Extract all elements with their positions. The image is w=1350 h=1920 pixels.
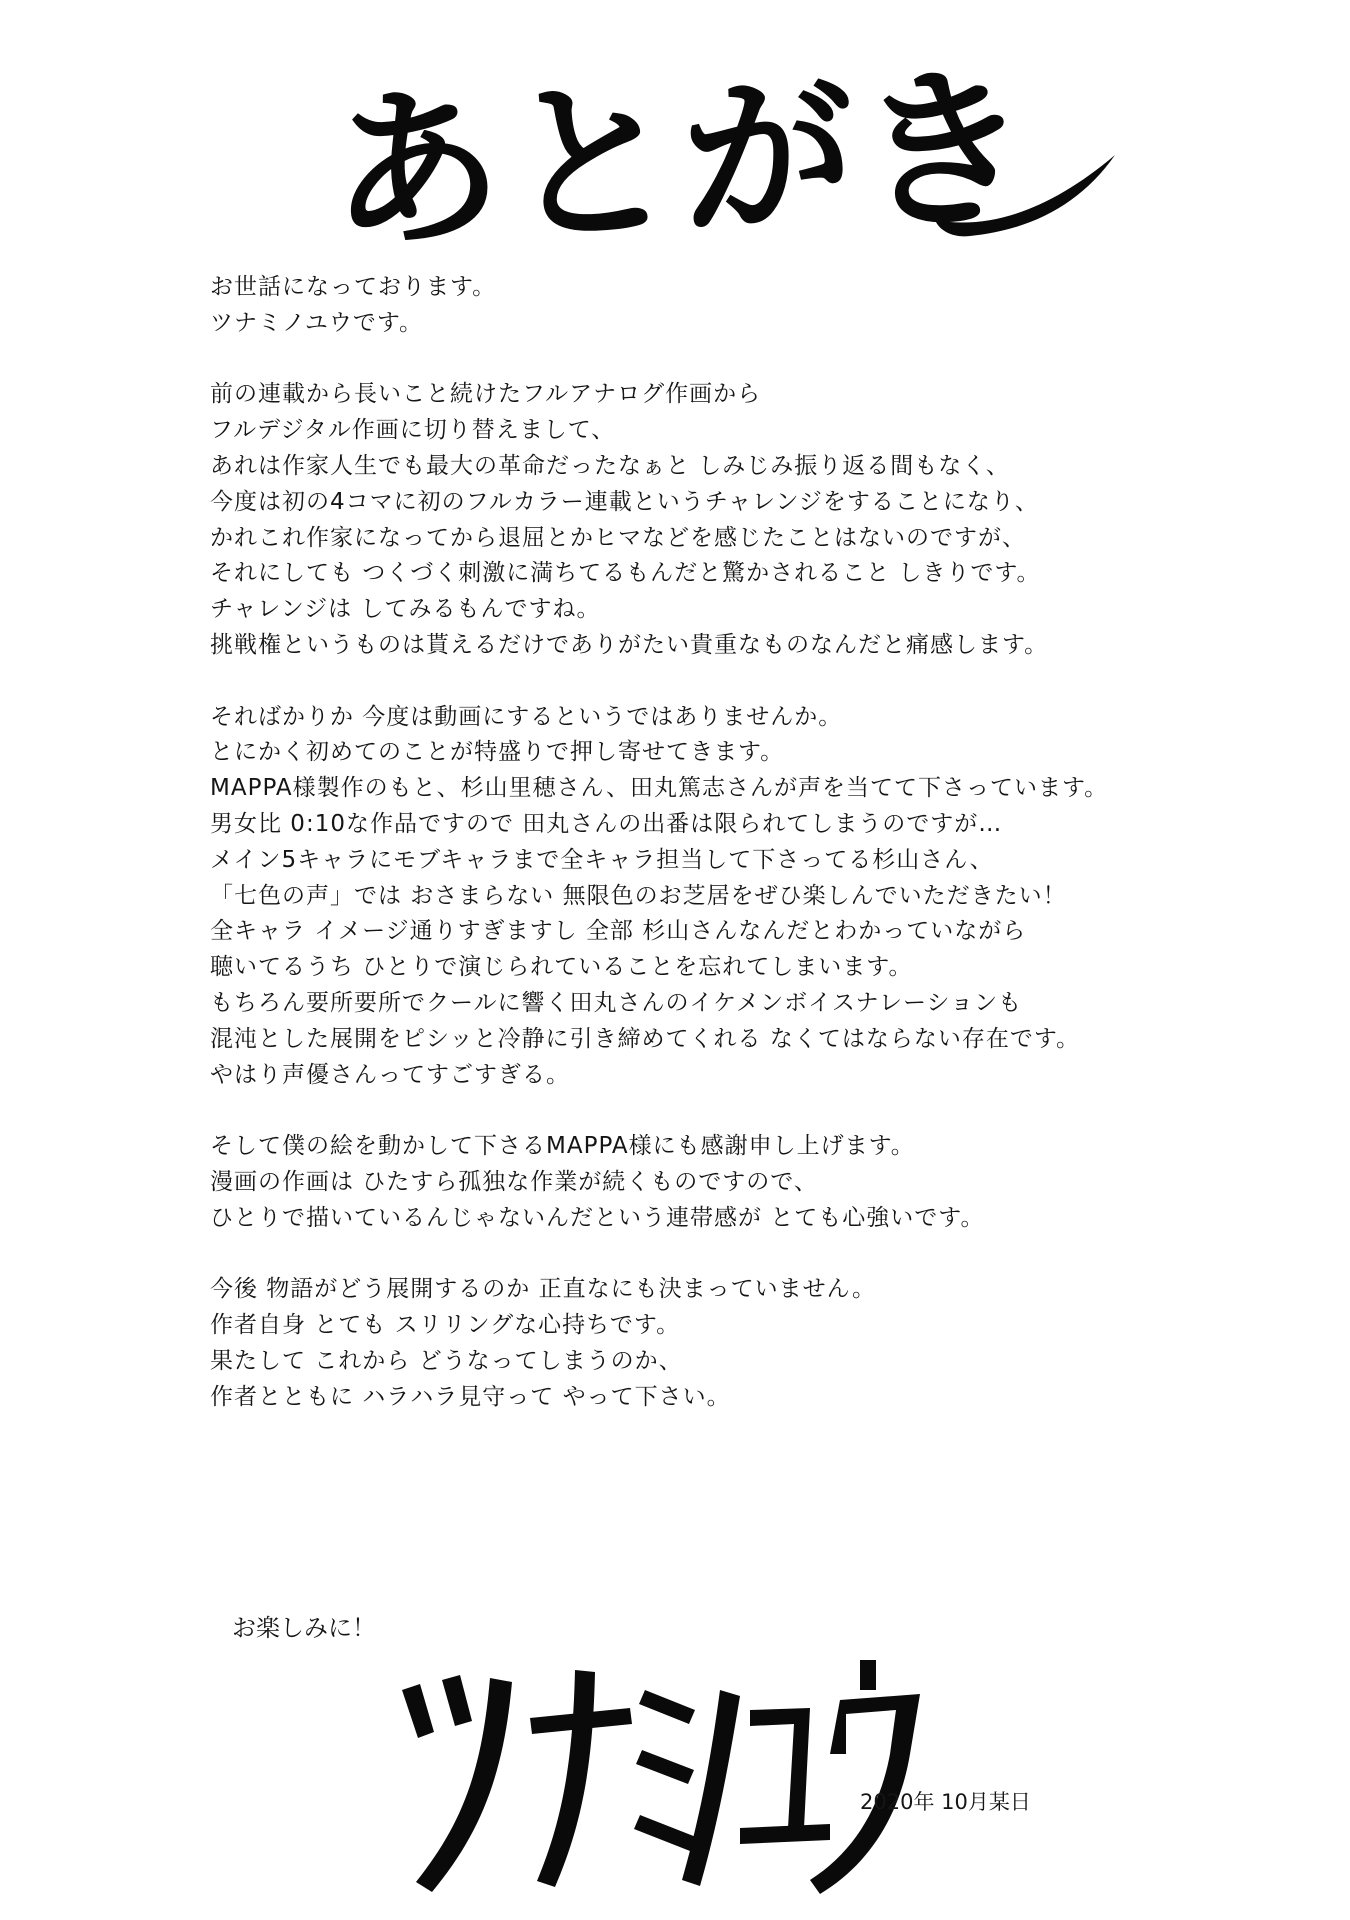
text-line: そればかりか 今度は動画にするというではありませんか。 — [210, 703, 843, 730]
text-line: 果たして これから どうなってしまうのか、 — [210, 1347, 683, 1374]
text-line: それにしても つくづく刺激に満ちてるもんだと驚かされること しきりです。 — [210, 560, 1041, 587]
paragraph-gap — [210, 1093, 1210, 1129]
text-line: 聴いてるうち ひとりで演じられていることを忘れてしまいます。 — [210, 954, 913, 981]
closing-line: お楽しみに！ — [232, 1614, 376, 1642]
text-line: MAPPA様製作のもと、杉山里穂さん、田丸篤志さんが声を当てて下さっています。 — [210, 775, 1109, 802]
paragraph-anime — [210, 700, 1210, 1094]
text-line: 前の連載から長いこと続けたフルアナログ作画から — [210, 381, 762, 408]
text-line: かれこれ作家になってから退屈とかヒマなどを感じたことはないのですが、 — [210, 524, 1026, 551]
text-line: 今後 物語がどう展開するのか 正直なにも決まっていません。 — [210, 1276, 877, 1303]
paragraph-future — [210, 1272, 1210, 1415]
text-line: ひとりで描いているんじゃないんだという連帯感が とても心強いです。 — [210, 1204, 985, 1231]
text-line: メイン5キャラにモブキャラまで全キャラ担当して下さってる杉山さん、 — [210, 846, 994, 873]
text-line: ツナミノユウです。 — [210, 309, 424, 336]
paragraph-thanks — [210, 1129, 1210, 1236]
page-title: あとがき — [326, 46, 1038, 274]
paragraph-gap — [210, 664, 1210, 700]
text-line: 全キャラ イメージ通りすぎますし 全部 杉山さんなんだとわかっていながら — [210, 918, 1027, 945]
text-line: 混沌とした展開をピシッと冷静に引き締めてくれる なくてはならない存在です。 — [210, 1025, 1081, 1052]
afterword-body — [210, 270, 1210, 1416]
text-line: フルデジタル作画に切り替えまして、 — [210, 417, 616, 444]
text-line: チャレンジは してみるもんですね。 — [210, 596, 601, 623]
text-line: もちろん要所要所でクールに響く田丸さんのイケメンボイスナレーションも — [210, 989, 1023, 1016]
text-line: 作者自身 とても スリリングな心持ちです。 — [210, 1312, 681, 1339]
text-line: そして僕の絵を動かして下さるMAPPA様にも感謝申し上げます。 — [210, 1133, 915, 1160]
text-line: 漫画の作画は ひたすら孤独な作業が続くものですので、 — [210, 1168, 818, 1195]
text-line: とにかく初めてのことが特盛りで押し寄せてきます。 — [210, 739, 785, 766]
text-line: 挑戦権というものは貰えるだけでありがたい貴重なものなんだと痛感します。 — [210, 631, 1049, 658]
date-line: 2020年 10月某日 — [860, 1790, 1031, 1814]
paragraph-greeting — [210, 270, 1210, 342]
paragraph-gap — [210, 1237, 1210, 1273]
paragraph-gap — [210, 342, 1210, 378]
signature-text — [410, 1660, 1160, 1820]
text-line: 男女比 0:10な作品ですので 田丸さんの出番は限られてしまうのですが… — [210, 810, 1003, 837]
text-line: 今度は初の4コマに初のフルカラー連載というチャレンジをすることになり、 — [210, 488, 1039, 515]
text-line: あれは作家人生でも最大の革命だったなぁと しみじみ振り返る間もなく、 — [210, 452, 1010, 479]
text-line: やはり声優さんってすごすぎる。 — [210, 1061, 570, 1088]
text-line: お世話になっております。 — [210, 274, 497, 300]
paragraph-challenge — [210, 377, 1210, 663]
title-brush-swash — [930, 150, 1120, 240]
text-line: 作者とともに ハラハラ見守って やって下さい。 — [210, 1383, 731, 1410]
text-line: 「七色の声」では おさまらない 無限色のお芝居をぜひ楽しんでいただきたい！ — [210, 882, 1067, 909]
